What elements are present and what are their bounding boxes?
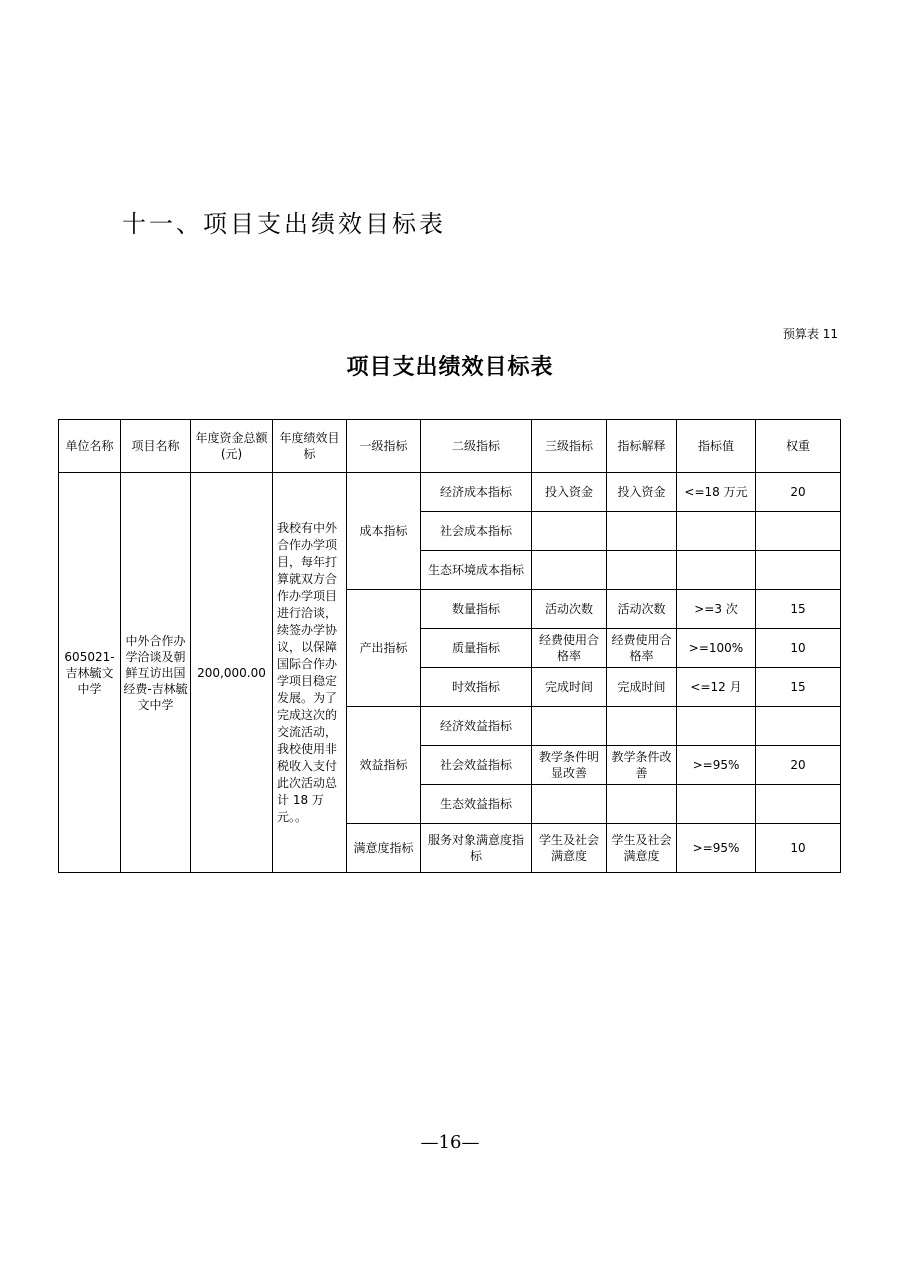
level1-benefit: 效益指标 (347, 707, 421, 824)
level3-cell: 投入资金 (532, 473, 607, 512)
header-goal: 年度绩效目标 (273, 420, 347, 473)
explanation-cell (607, 512, 677, 551)
value-cell: >=95% (677, 824, 756, 873)
explanation-cell (607, 785, 677, 824)
level3-cell: 活动次数 (532, 590, 607, 629)
level2-cell: 社会效益指标 (421, 746, 532, 785)
weight-cell: 10 (756, 824, 841, 873)
level2-cell: 质量指标 (421, 629, 532, 668)
header-explanation: 指标解释 (607, 420, 677, 473)
level3-cell (532, 512, 607, 551)
weight-cell (756, 551, 841, 590)
header-unit: 单位名称 (59, 420, 121, 473)
header-funds: 年度资金总额(元) (191, 420, 273, 473)
funds-cell: 200,000.00 (191, 473, 273, 873)
explanation-cell (607, 707, 677, 746)
explanation-cell: 完成时间 (607, 668, 677, 707)
explanation-cell: 活动次数 (607, 590, 677, 629)
value-cell: >=95% (677, 746, 756, 785)
value-cell (677, 707, 756, 746)
table-title: 项目支出绩效目标表 (346, 355, 554, 380)
level2-cell: 经济成本指标 (421, 473, 532, 512)
value-cell: >=3 次 (677, 590, 756, 629)
project-name-cell: 中外合作办学洽谈及朝鲜互访出国经费-吉林毓文中学 (121, 473, 191, 873)
value-cell: <=18 万元 (677, 473, 756, 512)
level3-cell: 经费使用合格率 (532, 629, 607, 668)
header-value: 指标值 (677, 420, 756, 473)
header-weight: 权重 (756, 420, 841, 473)
explanation-cell: 投入资金 (607, 473, 677, 512)
section-heading: 十一、项目支出绩效目标表 (122, 210, 446, 238)
explanation-cell: 学生及社会满意度 (607, 824, 677, 873)
level2-cell: 生态效益指标 (421, 785, 532, 824)
level2-cell: 数量指标 (421, 590, 532, 629)
level3-cell: 学生及社会满意度 (532, 824, 607, 873)
weight-cell: 20 (756, 746, 841, 785)
weight-cell: 20 (756, 473, 841, 512)
level2-cell: 时效指标 (421, 668, 532, 707)
weight-cell (756, 512, 841, 551)
value-cell (677, 512, 756, 551)
weight-cell: 10 (756, 629, 841, 668)
weight-cell: 15 (756, 668, 841, 707)
performance-goal-table (58, 419, 841, 873)
weight-cell: 15 (756, 590, 841, 629)
header-row (59, 420, 841, 473)
level3-cell (532, 551, 607, 590)
level3-cell (532, 785, 607, 824)
header-project: 项目名称 (121, 420, 191, 473)
level1-output: 产出指标 (347, 590, 421, 707)
value-cell: >=100% (677, 629, 756, 668)
level1-cost: 成本指标 (347, 473, 421, 590)
level3-cell (532, 707, 607, 746)
value-cell (677, 551, 756, 590)
annual-goal-cell: 我校有中外合作办学项目，每年打算就双方合作办学项目进行洽谈，续签办学协议，以保障国际合作办学项目稳定发展。为了完成这次的交流活动，我校使用非税收入支付此次活动总计 18 万元。。 (273, 473, 347, 873)
explanation-cell (607, 551, 677, 590)
weight-cell (756, 785, 841, 824)
value-cell (677, 785, 756, 824)
table-row (59, 473, 841, 512)
value-cell: <=12 月 (677, 668, 756, 707)
header-level3: 三级指标 (532, 420, 607, 473)
level1-satisfaction: 满意度指标 (347, 824, 421, 873)
header-level1: 一级指标 (347, 420, 421, 473)
header-level2: 二级指标 (421, 420, 532, 473)
level2-cell: 生态环境成本指标 (421, 551, 532, 590)
level2-cell: 经济效益指标 (421, 707, 532, 746)
weight-cell (756, 707, 841, 746)
form-code: 预算表 11 (782, 327, 838, 341)
level2-cell: 服务对象满意度指标 (421, 824, 532, 873)
level3-cell: 完成时间 (532, 668, 607, 707)
level3-cell: 教学条件明显改善 (532, 746, 607, 785)
explanation-cell: 经费使用合格率 (607, 629, 677, 668)
explanation-cell: 教学条件改善 (607, 746, 677, 785)
level2-cell: 社会成本指标 (421, 512, 532, 551)
page-number: —16— (420, 1132, 480, 1153)
unit-name-cell: 605021-吉林毓文中学 (59, 473, 121, 873)
